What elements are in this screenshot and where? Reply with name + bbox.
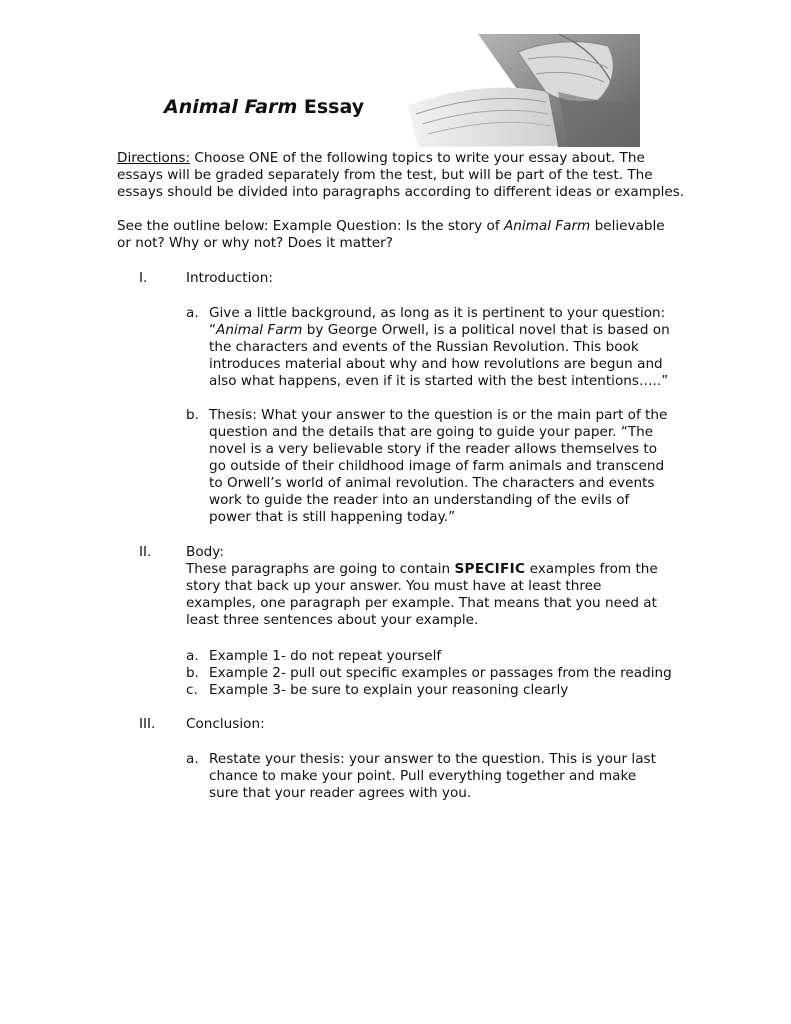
intro-a-before: Give a little background, as long as it is pertinent to your question: “ <box>209 305 666 338</box>
body-text-after: examples from the story that back up your answer. You must have at least three examples, one paragraph per example. That means that you need at least three sentences about your example. <box>186 561 658 628</box>
intro-item-b-text: Thesis: What your answer to the question is or the main part of the question and the details that are going to guide your paper. “The novel is a very believable story if the reader allows themselves to go outside of their childhood image of farm animals and transcend to Orwell’s world of animal revolution. The characters and events work to guide the reader into an understanding of the evils of power that is still happening today.” <box>209 407 668 525</box>
intro-a-after: by George Orwell, is a political novel that is based on the characters and events of the Russian Revolution. This book introduces material about why and how revolutions are begun and also what happens, even if it is started with the best intentions…..” <box>209 322 670 389</box>
intro-item-a-text <box>209 305 671 390</box>
outline-italic-title: Animal Farm <box>503 218 591 234</box>
conclusion-item-a-letter: a. <box>186 751 199 767</box>
section-heading-conclusion: Conclusion: <box>186 716 265 732</box>
body-item-b-letter: b. <box>186 665 199 681</box>
body-description <box>186 561 666 629</box>
body-item-c-letter: c. <box>186 682 198 698</box>
directions-label: Directions: <box>117 150 191 166</box>
directions-paragraph <box>117 150 687 201</box>
directions-text: Choose ONE of the following topics to write your essay about. The essays will be graded separately from the test, but will be part of the test. The essays should be divided into paragraphs according to different ideas or examples. <box>117 150 685 200</box>
section-numeral-conclusion: III. <box>139 716 156 732</box>
body-item-a-text: Example 1- do not repeat yourself <box>209 648 442 664</box>
section-numeral-body: II. <box>139 544 152 560</box>
intro-item-b-letter: b. <box>186 407 199 423</box>
body-item-c-text: Example 3- be sure to explain your reasoning clearly <box>209 682 569 698</box>
intro-item-a-letter: a. <box>186 305 199 321</box>
body-item-b-text: Example 2- pull out specific examples or passages from the reading <box>209 665 672 681</box>
outline-text-after: believable or not? Why or why not? Does it matter? <box>117 218 665 251</box>
outline-intro <box>117 218 677 252</box>
title-italic: Animal Farm <box>164 96 298 118</box>
body-text-before: These paragraphs are going to contain <box>186 561 455 577</box>
section-heading-intro: Introduction: <box>186 270 273 286</box>
intro-a-italic: Animal Farm <box>216 322 303 338</box>
outline-text-before: See the outline below: Example Question: Is the story of <box>117 218 504 234</box>
title-rest: Essay <box>297 96 365 118</box>
body-specific-emphasis: SPECIFIC <box>454 561 526 577</box>
conclusion-item-a-text: Restate your thesis: your answer to the question. This is your last chance to make your point. Pull everything together and make sure that your reader agrees with you. <box>209 751 656 801</box>
section-numeral-intro: I. <box>139 270 148 286</box>
body-item-a-letter: a. <box>186 648 199 664</box>
section-heading-body: Body: <box>186 544 224 560</box>
page-title <box>164 95 364 119</box>
open-book-illustration <box>408 34 640 147</box>
